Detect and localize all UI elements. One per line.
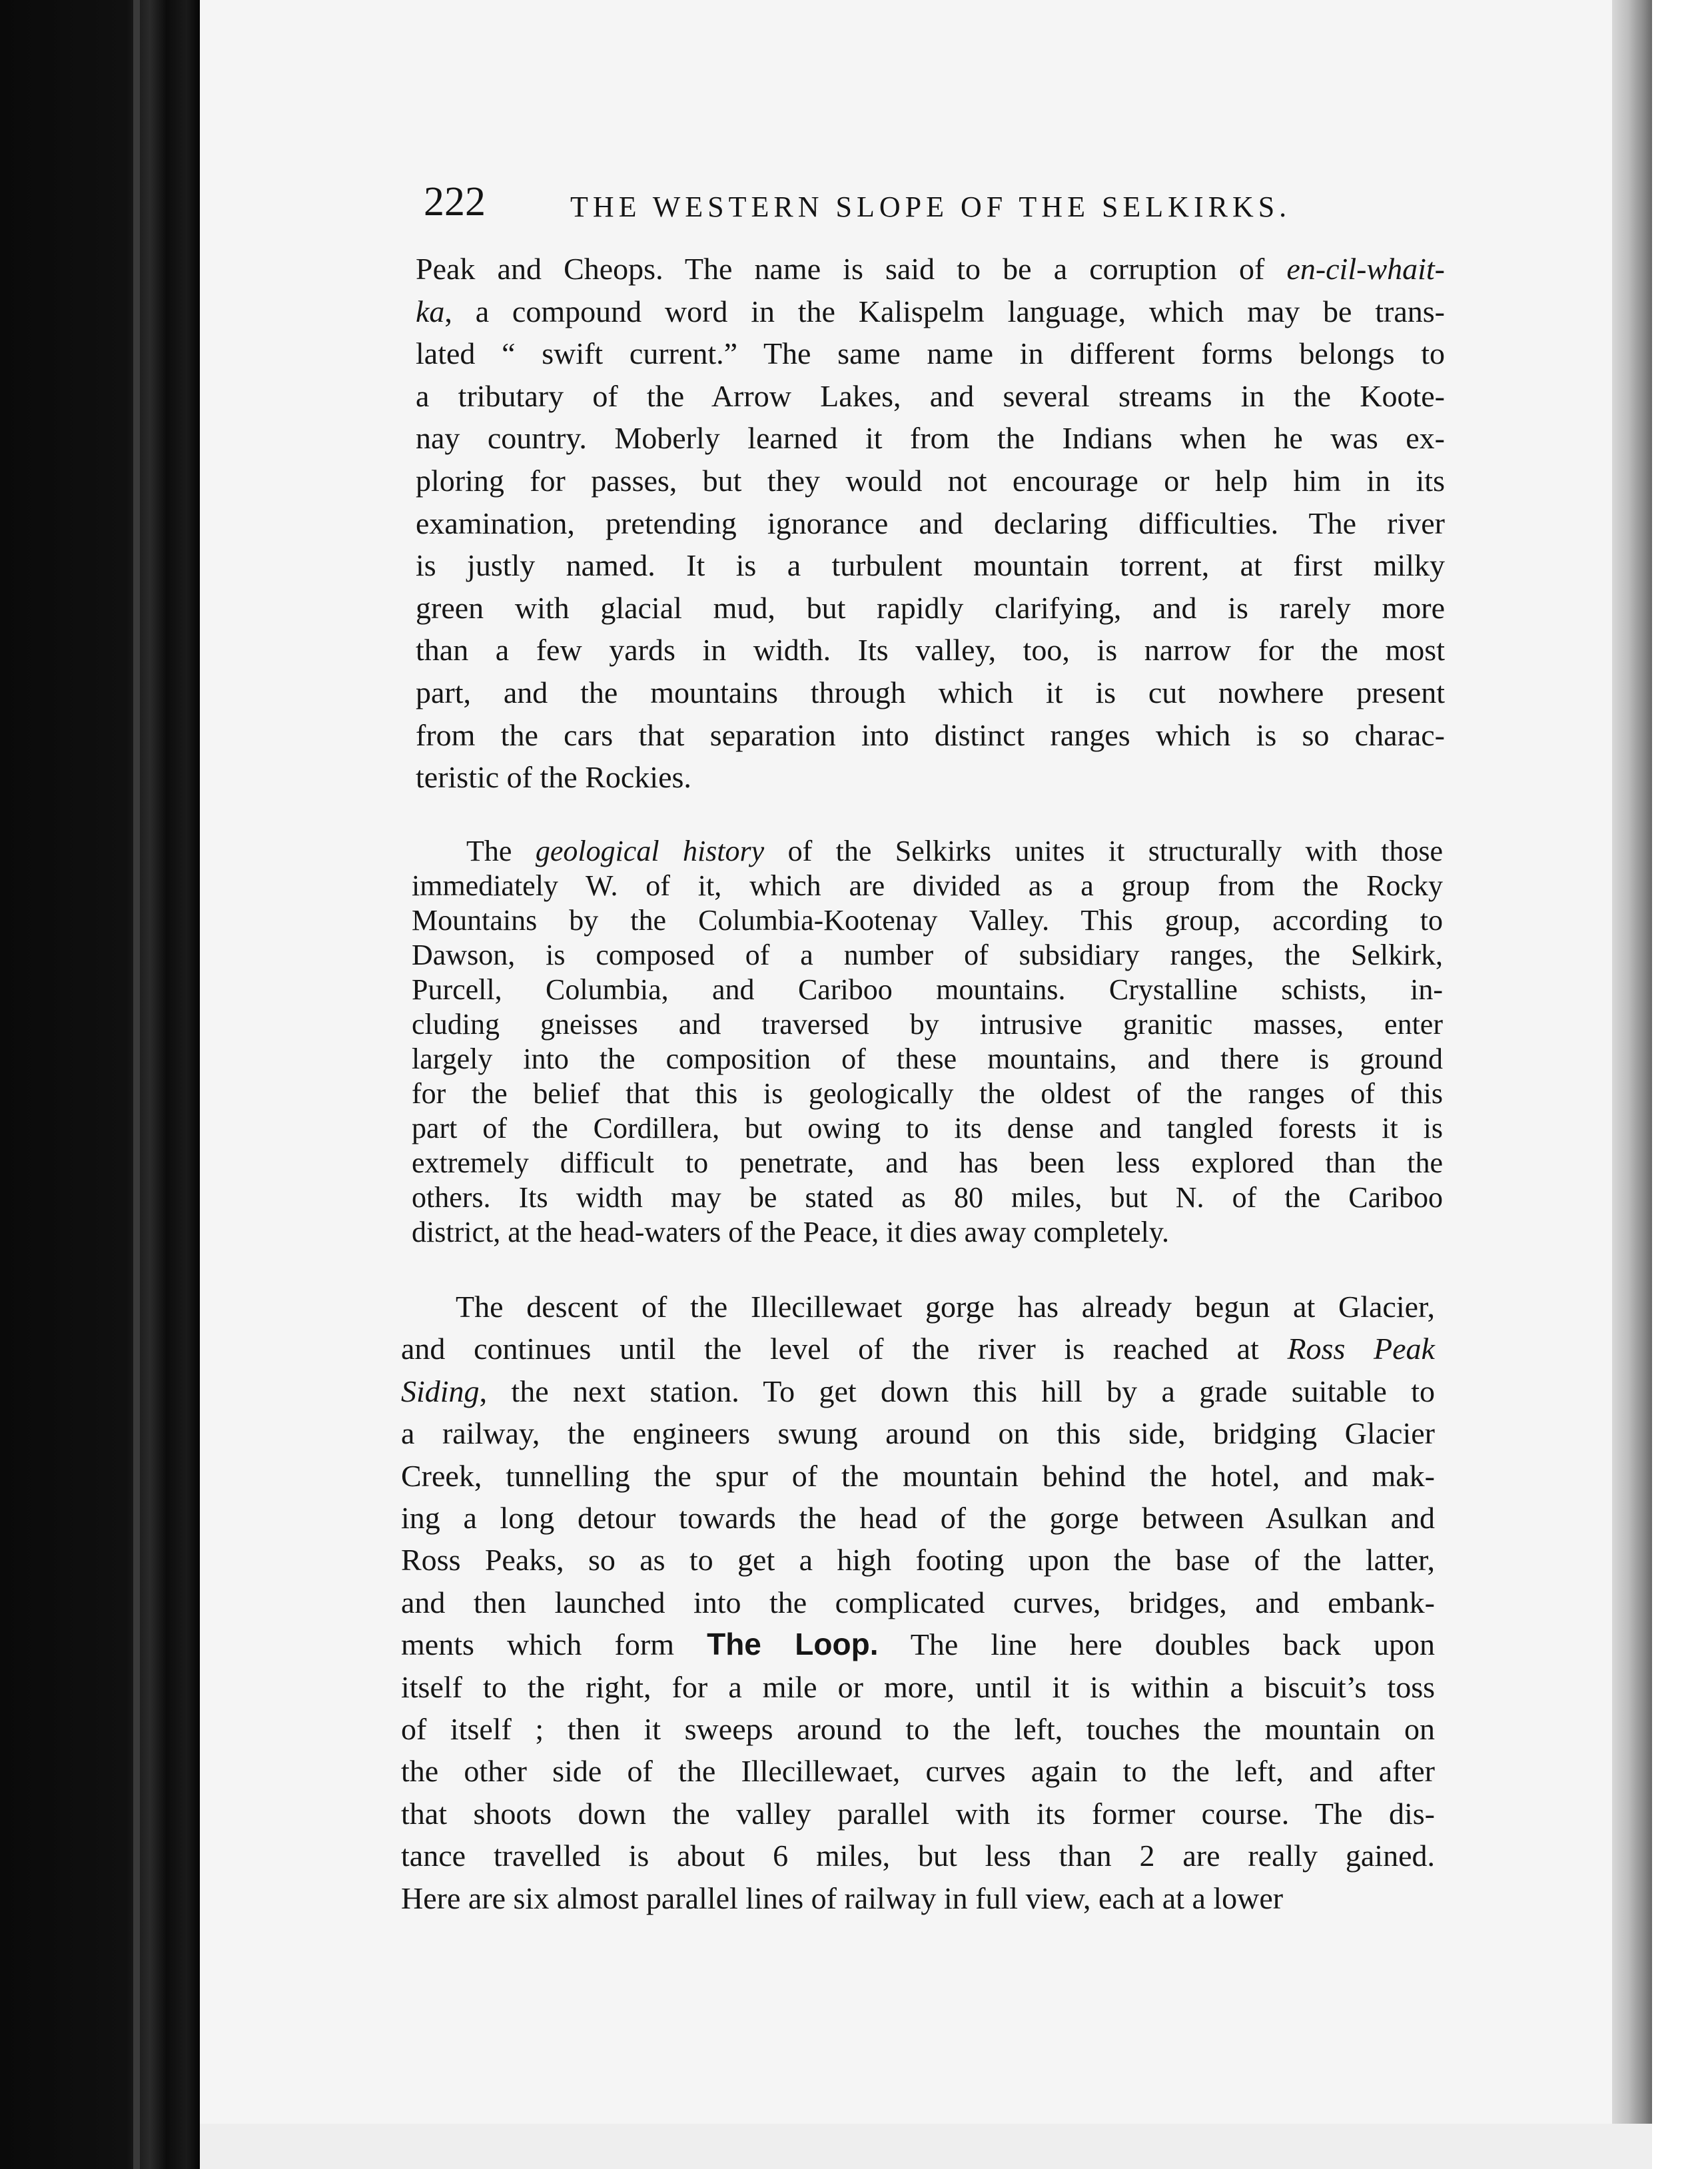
binding-line xyxy=(133,0,140,2169)
text-segment: nay country. Moberly learned it from the Indians when he was ex- xyxy=(416,421,1445,456)
text-line xyxy=(416,375,1445,418)
text-segment: and continues until the level of the river is reached at xyxy=(401,1332,1288,1366)
text-line xyxy=(401,1793,1435,1835)
text-segment: Here are six almost parallel lines of railway in full view, each at a lower xyxy=(401,1881,1284,1915)
text-line xyxy=(416,332,1445,375)
text-segment: district, at the head-waters of the Peace, it dies away completely. xyxy=(412,1216,1170,1248)
text-line xyxy=(401,1370,1435,1412)
text-segment: part, and the mountains through which it is cut nowhere present xyxy=(416,675,1445,709)
text-line xyxy=(416,502,1445,545)
text-segment: largely into the composition of these mountains, and there is ground xyxy=(412,1043,1443,1075)
text-segment: than a few yards in width. Its valley, too, is narrow for the most xyxy=(416,633,1445,667)
page-header xyxy=(424,172,1316,232)
text-segment: of the Selkirks unites it structurally with those xyxy=(764,835,1444,867)
text-segment: is justly named. It is a turbulent mountain torrent, at first milky xyxy=(416,548,1445,583)
text-segment: , the next station. To get down this hill by a grade suitable to xyxy=(479,1374,1435,1408)
text-line xyxy=(416,290,1445,333)
text-segment: , a compound word in the Kalispelm language, which may be trans- xyxy=(444,294,1445,328)
text-line xyxy=(412,1146,1443,1180)
text-line xyxy=(416,460,1445,502)
text-segment: The xyxy=(466,835,536,867)
text-segment: lated “ swift current.” The same name in different forms belongs to xyxy=(416,336,1445,371)
text-segment: ments which form xyxy=(401,1627,707,1662)
paragraph-the-loop xyxy=(401,1286,1435,1919)
text-segment: part of the Cordillera, but owing to its dense and tangled forests it is xyxy=(412,1112,1443,1144)
italic-text: geological history xyxy=(535,835,765,867)
text-segment: cluding gneisses and traversed by intrusive granitic masses, enter xyxy=(412,1008,1443,1041)
text-segment: of itself ; then it sweeps around to the left, touches the mountain on xyxy=(401,1712,1435,1747)
text-line xyxy=(412,938,1443,973)
italic-text: Siding xyxy=(401,1374,480,1408)
text-segment: extremely difficult to penetrate, and has been less explored than the xyxy=(412,1146,1443,1179)
text-line xyxy=(401,1666,1435,1708)
text-line xyxy=(416,629,1445,671)
italic-text: Ross Peak xyxy=(1287,1332,1435,1366)
text-line xyxy=(412,1215,1443,1250)
text-line xyxy=(401,1539,1435,1581)
text-segment: teristic of the Rockies. xyxy=(416,760,691,795)
text-line xyxy=(401,1581,1435,1623)
text-segment: the other side of the Illecillewaet, curves again to the left, and after xyxy=(401,1754,1435,1789)
text-line xyxy=(401,1286,1435,1328)
text-line xyxy=(416,756,1445,799)
italic-text: en-cil-whait- xyxy=(1286,252,1445,286)
text-segment: from the cars that separation into distinct ranges which is so charac- xyxy=(416,717,1445,752)
italic-text: ka xyxy=(416,294,445,328)
text-line xyxy=(416,248,1445,290)
text-line xyxy=(401,1412,1435,1454)
text-segment: Ross Peaks, so as to get a high footing upon the base of the latter, xyxy=(401,1543,1435,1577)
running-head: THE WESTERN SLOPE OF THE SELKIRKS. xyxy=(570,191,1292,223)
text-line xyxy=(416,587,1445,630)
scanner-right-edge xyxy=(1652,0,1708,2169)
text-line xyxy=(401,1497,1435,1539)
page-bottom-margin xyxy=(200,2124,1652,2169)
text-segment: and then launched into the complicated curves, bridges, and embank- xyxy=(401,1585,1435,1619)
text-segment: that shoots down the valley parallel with its former course. The dis- xyxy=(401,1796,1435,1831)
text-segment: Mountains by the Columbia-Kootenay Valley. This group, according to xyxy=(412,904,1443,937)
text-segment: for the belief that this is geologically the oldest of the ranges of this xyxy=(412,1077,1443,1110)
text-segment: The descent of the Illecillewaet gorge has already begun at Glacier, xyxy=(456,1290,1435,1324)
text-segment: others. Its width may be stated as 80 miles, but N. of the Cariboo xyxy=(412,1181,1443,1214)
text-segment: Purcell, Columbia, and Cariboo mountains. Crystalline schists, in- xyxy=(412,973,1443,1006)
text-line xyxy=(412,1042,1443,1077)
text-segment: examination, pretending ignorance and declaring difficulties. The river xyxy=(416,506,1445,540)
text-line xyxy=(401,1877,1435,1919)
text-line xyxy=(412,1007,1443,1042)
text-line xyxy=(412,834,1443,869)
text-line xyxy=(416,671,1445,714)
page-gutter-shadow xyxy=(1612,0,1652,2169)
text-segment: Dawson, is composed of a number of subsidiary ranges, the Selkirk, xyxy=(412,939,1443,971)
text-line xyxy=(401,1623,1435,1665)
text-segment: green with glacial mud, but rapidly clarifying, and is rarely more xyxy=(416,590,1445,625)
text-segment: ing a long detour towards the head of the gorge between Asulkan and xyxy=(401,1501,1435,1535)
text-line xyxy=(412,1180,1443,1215)
text-line xyxy=(401,1750,1435,1792)
text-segment: The line here doubles back upon xyxy=(878,1627,1436,1662)
text-line xyxy=(401,1835,1435,1877)
text-segment: Peak and Cheops. The name is said to be a corruption of xyxy=(416,252,1287,286)
paragraph-geological-history xyxy=(412,834,1443,1250)
text-line xyxy=(416,417,1445,460)
text-segment: immediately W. of it, which are divided as a group from the Rocky xyxy=(412,869,1443,902)
text-segment: tance travelled is about 6 miles, but less than 2 are really gained. xyxy=(401,1839,1435,1873)
scanner-left-edge xyxy=(0,0,200,2169)
text-line xyxy=(416,714,1445,757)
text-segment: a railway, the engineers swung around on this side, bridging Glacier xyxy=(401,1416,1435,1451)
text-line xyxy=(401,1328,1435,1370)
text-line xyxy=(412,869,1443,903)
text-segment: a tributary of the Arrow Lakes, and several streams in the Koote- xyxy=(416,378,1445,413)
text-segment: itself to the right, for a mile or more, until it is within a biscuit’s toss xyxy=(401,1669,1435,1704)
paragraph-river-name xyxy=(416,248,1445,799)
text-line xyxy=(416,544,1445,587)
text-line xyxy=(412,903,1443,938)
text-segment: Creek, tunnelling the spur of the mountain behind the hotel, and mak- xyxy=(401,1458,1435,1493)
text-segment: ploring for passes, but they would not encourage or help him in its xyxy=(416,463,1445,498)
bold-text: The Loop. xyxy=(707,1627,879,1662)
page-number: 222 xyxy=(424,179,486,224)
text-line xyxy=(412,1077,1443,1111)
text-line xyxy=(412,1111,1443,1146)
text-line xyxy=(401,1455,1435,1497)
text-line xyxy=(401,1708,1435,1750)
text-line xyxy=(412,973,1443,1007)
